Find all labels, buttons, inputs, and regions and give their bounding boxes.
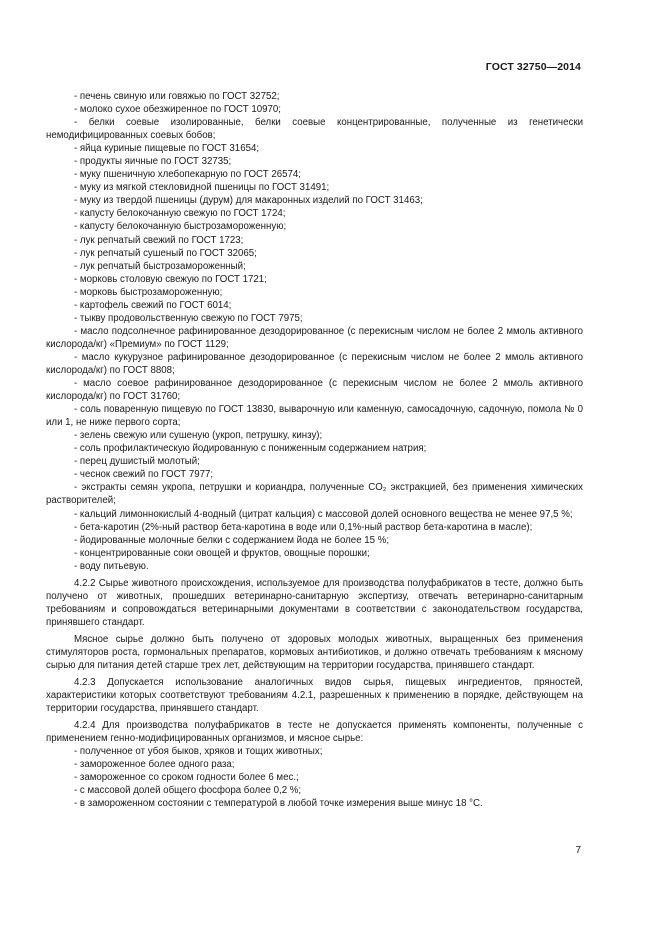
list-item: - масло подсолнечное рафинированное дезодорированное (с перекисным числом не более 2 ммоль активного кислорода/кг) «Премиум» по ГОСТ 1129;: [46, 325, 583, 350]
list-item: - зелень свежую или сушеную (укроп, петрушку, кинзу);: [74, 430, 323, 442]
list-item: - капусту белокочанную свежую по ГОСТ 1724;: [74, 208, 286, 220]
list-item: - йодированные молочные белки с содержанием йода не более 15 %;: [74, 534, 390, 546]
list-item: - печень свиную или говяжью по ГОСТ 32752;: [74, 91, 280, 102]
body-paragraph: 4.2.2 Сырье животного происхождения, используемое для производства полуфабрикатов в тесте, должно быть получено от животных, прошедших ветеринарно-санитарную экспертизу, отвечать ветеринарно-санитарным требованиям и сопровождаться ветеринарными документами в соответствии с законодательством государства, принявшего стандарт.: [46, 577, 583, 628]
list-item: - муку из мягкой стекловидной пшеницы по ГОСТ 31491;: [74, 182, 330, 194]
list-item: - молоко сухое обезжиренное по ГОСТ 10970;: [74, 104, 281, 116]
list-item: - масло соевое рафинированное дезодорированное (с перекисным числом не более 2 ммоль активного кислорода/кг) по ГОСТ 31760;: [46, 378, 583, 403]
list-item: - лук репчатый сушеный по ГОСТ 32065;: [74, 247, 257, 259]
page-number: 7: [575, 845, 581, 856]
list-item: - замороженное более одного раза;: [74, 759, 235, 771]
list-item: - перец душистый молотый;: [74, 456, 200, 468]
list-item: - в замороженном состоянии с температурой в любой точке измерения выше минус 18 °C.: [74, 798, 483, 810]
list-item: - соль профилактическую йодированную с пониженным содержанием натрия;: [74, 443, 427, 455]
body-paragraph: Мясное сырье должно быть получено от здоровых молодых животных, выращенных без применения стимуляторов роста, гормональных препаратов, кормовых антибиотиков, и должно отвечать требованиям к мясному сырью для питания детей старше трех лет, действующим на территории государства, принявшего стандарт.: [46, 633, 583, 672]
list-item: - лук репчатый быстрозамороженный;: [74, 260, 246, 272]
list-item: - муку из твердой пшеницы (дурум) для макаронных изделий по ГОСТ 31463;: [74, 195, 423, 207]
list-item: - муку пшеничную хлебопекарную по ГОСТ 26574;: [74, 169, 301, 181]
list-item: - полученное от убоя быков, хряков и тощих животных;: [74, 746, 323, 758]
document-body: [46, 90, 583, 811]
list-item: - соль поваренную пищевую по ГОСТ 13830, выварочную или каменную, самосадочную, садочную, помола № 0 или 1, не ниже первого сорта;: [46, 404, 583, 429]
list-item: - яйца куриные пищевые по ГОСТ 31654;: [74, 143, 260, 155]
document-header: ГОСТ 32750—2014: [485, 61, 581, 73]
list-item: - с массовой долей общего фосфора более 0,2 %;: [74, 785, 302, 797]
list-item: - бета-каротин (2%-ный раствор бета-каротина в воде или 0,1%-ный раствор бета-каротина в масле);: [74, 521, 533, 533]
list-item: - морковь быстрозамороженную;: [74, 286, 223, 298]
list-item: - продукты яичные по ГОСТ 32735;: [74, 156, 232, 168]
list-item: - масло кукурузное рафинированное дезодорированное (с перекисным числом не более 2 ммоль активного кислорода/кг) по ГОСТ 8808;: [46, 351, 583, 376]
list-item: - чеснок свежий по ГОСТ 7977;: [74, 469, 214, 481]
body-paragraph: 4.2.3 Допускается использование аналогичных видов сырья, пищевых ингредиентов, пряностей, характеристики которых соответствуют требованиям 4.2.1, разрешенных к применению в порядке, действующем на территории государства, принявшего стандарт.: [46, 677, 583, 715]
list-item: - экстракты семян укропа, петрушки и кориандра, полученные CO₂ экстракцией, без применения химических растворителей;: [46, 482, 583, 507]
list-item: - концентрированные соки овощей и фруктов, овощные порошки;: [74, 547, 370, 559]
list-item: - воду питьевую.: [74, 560, 149, 572]
list-item: - картофель свежий по ГОСТ 6014;: [74, 299, 232, 311]
list-item: - лук репчатый свежий по ГОСТ 1723;: [74, 234, 244, 246]
list-item: - кальций лимоннокислый 4-водный (цитрат кальция) с массовой долей основного вещества не менее 97,5 %;: [74, 508, 573, 520]
list-item: - тыкву продовольственную свежую по ГОСТ 7975;: [74, 312, 303, 324]
list-item: - капусту белокочанную быстрозамороженную;: [74, 221, 287, 233]
list-item: - белки соевые изолированные, белки соевые концентрированные, полученные из генетически немодифицированных соевых бобов;: [46, 117, 583, 142]
list-item: - замороженное со сроком годности более 6 мес.;: [74, 772, 299, 784]
body-paragraph: 4.2.4 Для производства полуфабрикатов в тесте не допускается применять компоненты, полученные с применением генно-модифицированных организмов, и мясное сырье:: [46, 720, 583, 745]
list-item: - морковь столовую свежую по ГОСТ 1721;: [74, 273, 267, 285]
